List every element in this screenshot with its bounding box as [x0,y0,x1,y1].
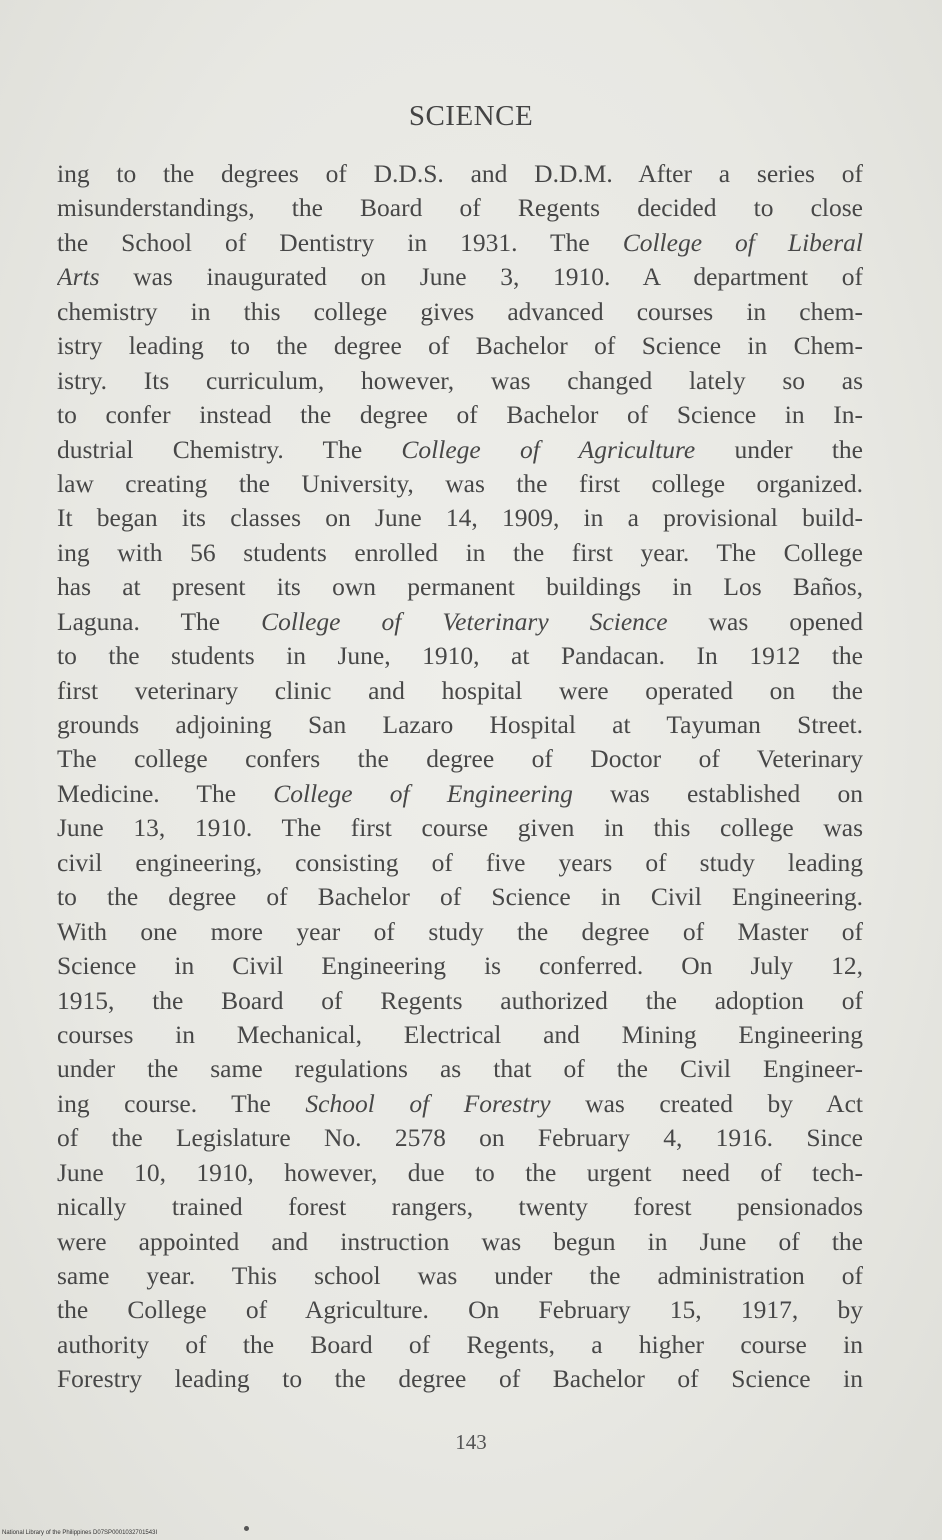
body-paragraph [57,157,863,1397]
text-segment: law creating the University, was the first college organized. [57,468,863,498]
text-line [57,674,863,708]
text-line [57,846,863,880]
text-segment: same year. This school was under the administration of [57,1261,863,1290]
text-segment: ing course. The [57,1088,306,1118]
text-line [57,1259,863,1293]
text-segment: 1915, the Board of Regents authorized the adoption of [57,985,863,1015]
text-segment: was established on [572,778,863,808]
italic-title: College of Agriculture [401,434,696,464]
text-line [57,1087,863,1121]
text-segment: the School of Dentistry in 1931. The [57,227,623,257]
text-segment: authority of the Board of Regents, a higher course in [57,1329,863,1359]
text-line [57,1225,863,1259]
page-number: 143 [455,1430,487,1454]
text-segment: to the students in June, 1910, at Pandacan. In 1912 the [57,641,863,671]
text-segment: grounds adjoining San Lazaro Hospital at Tayuman Street. [57,710,863,739]
text-line [57,880,863,914]
text-line [57,742,863,776]
text-segment: Science in Civil Engineering is conferred. On July 12, [57,951,863,981]
text-segment: ing to the degrees of D.D.S. and D.D.M. After a series of [57,159,863,188]
text-segment: was inaugurated on June 3, 1910. A department of [99,262,863,292]
scan-credit: National Library of the Philippines D07SP0001032701543I [2,1530,158,1536]
italic-title: College of Veterinary Science [261,606,668,636]
text-line [57,226,863,260]
text-segment: ing with 56 students enrolled in the first year. The College [57,537,863,567]
text-line [57,915,863,949]
running-head: SCIENCE [408,100,534,132]
text-line [57,639,863,673]
text-segment: Forestry leading to the degree of Bachelor of Science in [57,1364,863,1394]
italic-title: School of Forestry [305,1088,551,1118]
text-segment: under the [695,434,863,464]
text-line [57,501,863,535]
text-segment: to confer instead the degree of Bachelor of Science in In- [57,400,863,430]
text-line [57,1052,863,1086]
text-segment: to the degree of Bachelor of Science in Civil Engineering. [57,882,863,912]
text-segment: istry. Its curriculum, however, was changed lately so as [57,365,863,395]
text-segment: misunderstandings, the Board of Regents decided to close [57,193,863,223]
text-segment: June 10, 1910, however, due to the urgent need of tech- [57,1157,863,1187]
text-line [57,191,863,225]
italic-title: College of Engineering [273,778,573,808]
italic-title: College of Liberal [622,227,863,257]
text-line [57,295,863,329]
text-line [57,1121,863,1155]
text-line [57,260,863,294]
text-segment: June 13, 1910. The first course given in this college was [57,813,863,843]
text-segment: first veterinary clinic and hospital were operated on the [57,675,863,705]
text-line [57,984,863,1018]
text-line [57,467,863,501]
text-line [57,570,863,604]
text-segment: chemistry in this college gives advanced courses in chem- [57,296,863,326]
text-segment: the College of Agriculture. On February 15, 1917, by [57,1295,863,1325]
text-segment: It began its classes on June 14, 1909, in a provisional build- [57,503,863,533]
text-segment: was opened [667,606,863,636]
text-line [57,398,863,432]
text-segment: nically trained forest rangers, twenty forest pensionados [57,1192,863,1222]
text-line [57,329,863,363]
text-segment: The college confers the degree of Doctor of Veterinary [57,744,863,774]
text-line [57,1190,863,1224]
text-segment: of the Legislature No. 2578 on February 4, 1916. Since [57,1123,863,1153]
text-segment: With one more year of study the degree of Master of [57,916,863,946]
text-line [57,1018,863,1052]
text-segment: Medicine. The [57,778,274,808]
text-line [57,708,863,742]
text-line [57,157,863,191]
text-line [57,777,863,811]
text-segment: was created by Act [550,1088,863,1118]
text-line [57,605,863,639]
text-line [57,536,863,570]
text-line [57,949,863,983]
italic-title: Arts [57,262,100,292]
text-line [57,1156,863,1190]
text-segment: were appointed and instruction was begun in June of the [57,1226,863,1256]
text-segment: under the same regulations as that of the Civil Engineer- [57,1054,863,1084]
text-segment: courses in Mechanical, Electrical and Mining Engineering [57,1019,863,1049]
text-segment: Laguna. The [57,606,262,636]
text-segment: istry leading to the degree of Bachelor of Science in Chem- [57,331,863,361]
text-line [57,1293,863,1327]
text-segment: has at present its own permanent buildings in Los Baños, [57,572,863,602]
text-segment: dustrial Chemistry. The [57,434,402,464]
dust-speck [244,1526,249,1531]
text-line [57,364,863,398]
text-line [57,1362,863,1396]
text-line [57,433,863,467]
text-line [57,811,863,845]
text-line [57,1328,863,1362]
text-segment: civil engineering, consisting of five years of study leading [57,847,863,877]
